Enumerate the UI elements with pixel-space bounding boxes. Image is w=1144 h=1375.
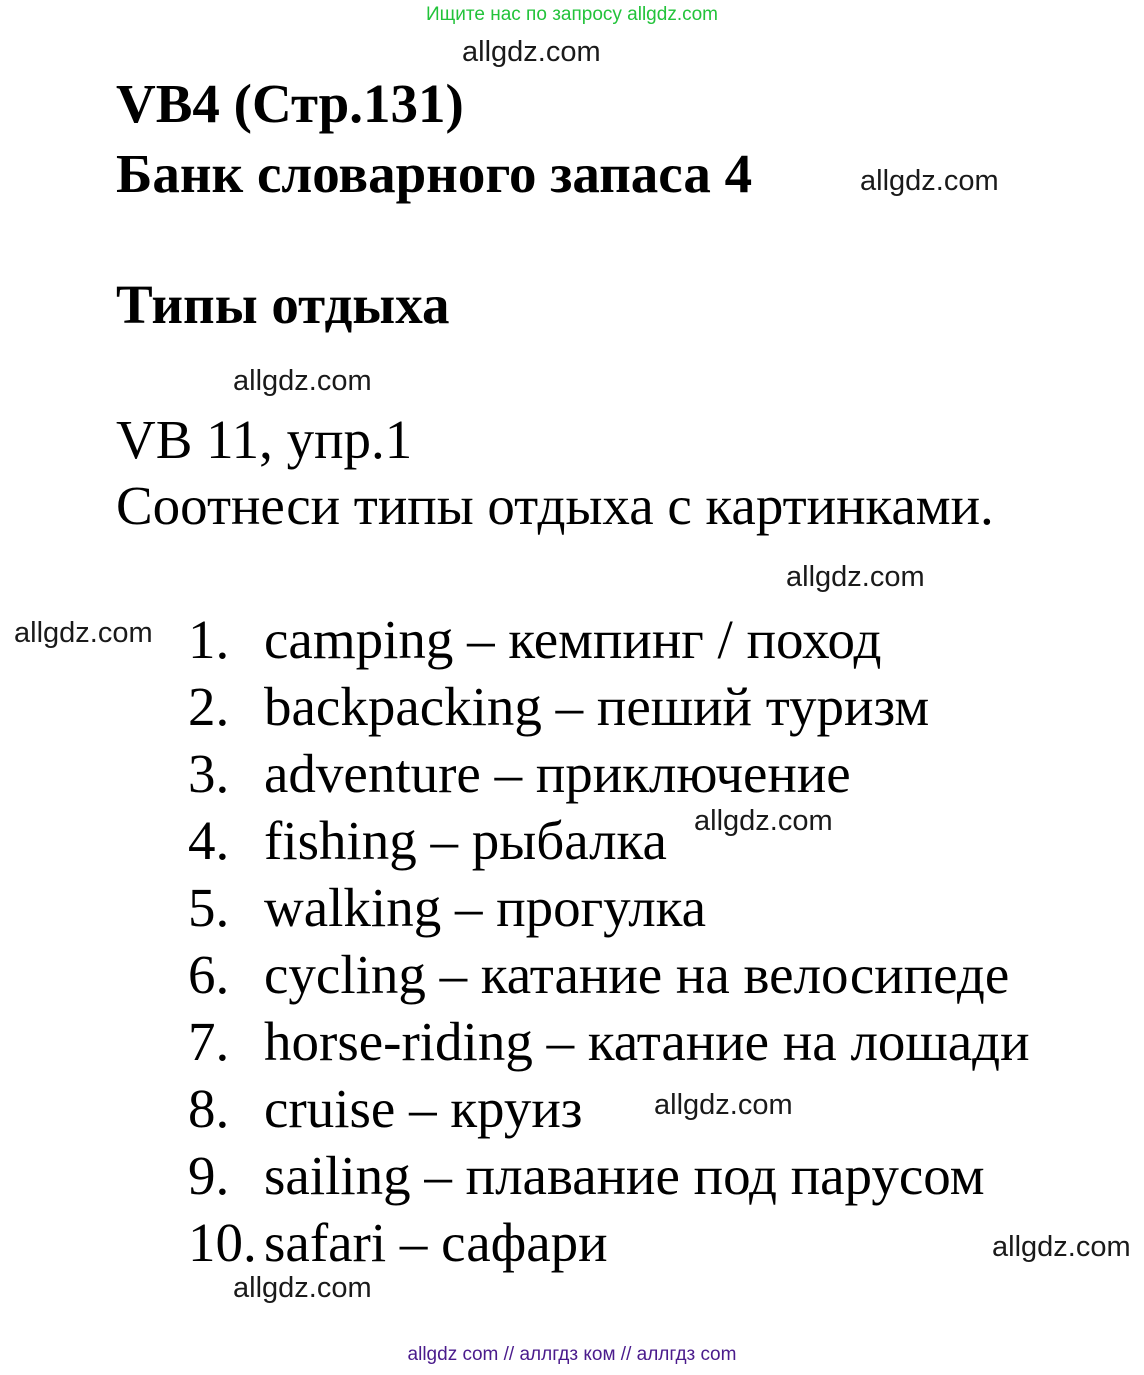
- list-item: [188, 1008, 1030, 1075]
- watermark: allgdz.com: [14, 617, 153, 649]
- watermark: allgdz.com: [786, 561, 925, 593]
- watermark: allgdz.com: [992, 1231, 1131, 1263]
- watermark: allgdz.com: [860, 165, 999, 197]
- list-item: [188, 941, 1030, 1008]
- list-item: [188, 1075, 1030, 1142]
- list-item: [188, 807, 1030, 874]
- footer-links[interactable]: allgdz com // аллгдз ком // аллгдз com: [407, 1344, 737, 1365]
- list-item: [188, 1142, 1030, 1209]
- watermark: allgdz.com: [462, 36, 601, 68]
- item-number: 3.: [188, 743, 230, 804]
- page-reference-heading: VB4 (Стр.131): [116, 73, 464, 134]
- watermark: allgdz.com: [654, 1089, 793, 1121]
- item-text: adventure – приключение: [264, 743, 851, 804]
- item-text: walking – прогулка: [264, 877, 707, 938]
- item-number: 4.: [188, 810, 230, 871]
- item-number: 8.: [188, 1078, 230, 1139]
- exercise-reference: VB 11, упр.1: [116, 409, 413, 470]
- item-text: cruise – круиз: [264, 1078, 583, 1139]
- exercise-instruction: Соотнеси типы отдыха с картинками.: [116, 475, 994, 536]
- list-item: [188, 740, 1030, 807]
- vocabulary-bank-heading: Банк словарного запаса 4: [116, 143, 753, 204]
- watermark: allgdz.com: [694, 805, 833, 837]
- item-text: fishing – рыбалка: [264, 810, 667, 871]
- list-item: [188, 874, 1030, 941]
- item-number: 1.: [188, 609, 230, 670]
- list-item: [188, 1209, 1030, 1276]
- item-number: 9.: [188, 1145, 230, 1206]
- item-text: backpacking – пеший туризм: [264, 676, 930, 737]
- section-title: Типы отдыха: [116, 274, 450, 335]
- list-item: [188, 606, 1030, 673]
- item-number: 2.: [188, 676, 230, 737]
- item-number: 10.: [188, 1212, 257, 1273]
- item-number: 6.: [188, 944, 230, 1005]
- top-banner-link[interactable]: Ищите нас по запросу allgdz.com: [425, 4, 718, 25]
- item-text: sailing – плавание под парусом: [264, 1145, 985, 1206]
- watermark: allgdz.com: [233, 365, 372, 397]
- item-text: camping – кемпинг / поход: [264, 609, 882, 670]
- watermark: allgdz.com: [233, 1272, 372, 1304]
- item-text: safari – сафари: [264, 1212, 608, 1273]
- item-number: 5.: [188, 877, 230, 938]
- item-text: horse-riding – катание на лошади: [264, 1011, 1030, 1072]
- vocabulary-list: [188, 606, 1030, 1276]
- item-text: cycling – катание на велосипеде: [264, 944, 1010, 1005]
- list-item: [188, 673, 1030, 740]
- item-number: 7.: [188, 1011, 230, 1072]
